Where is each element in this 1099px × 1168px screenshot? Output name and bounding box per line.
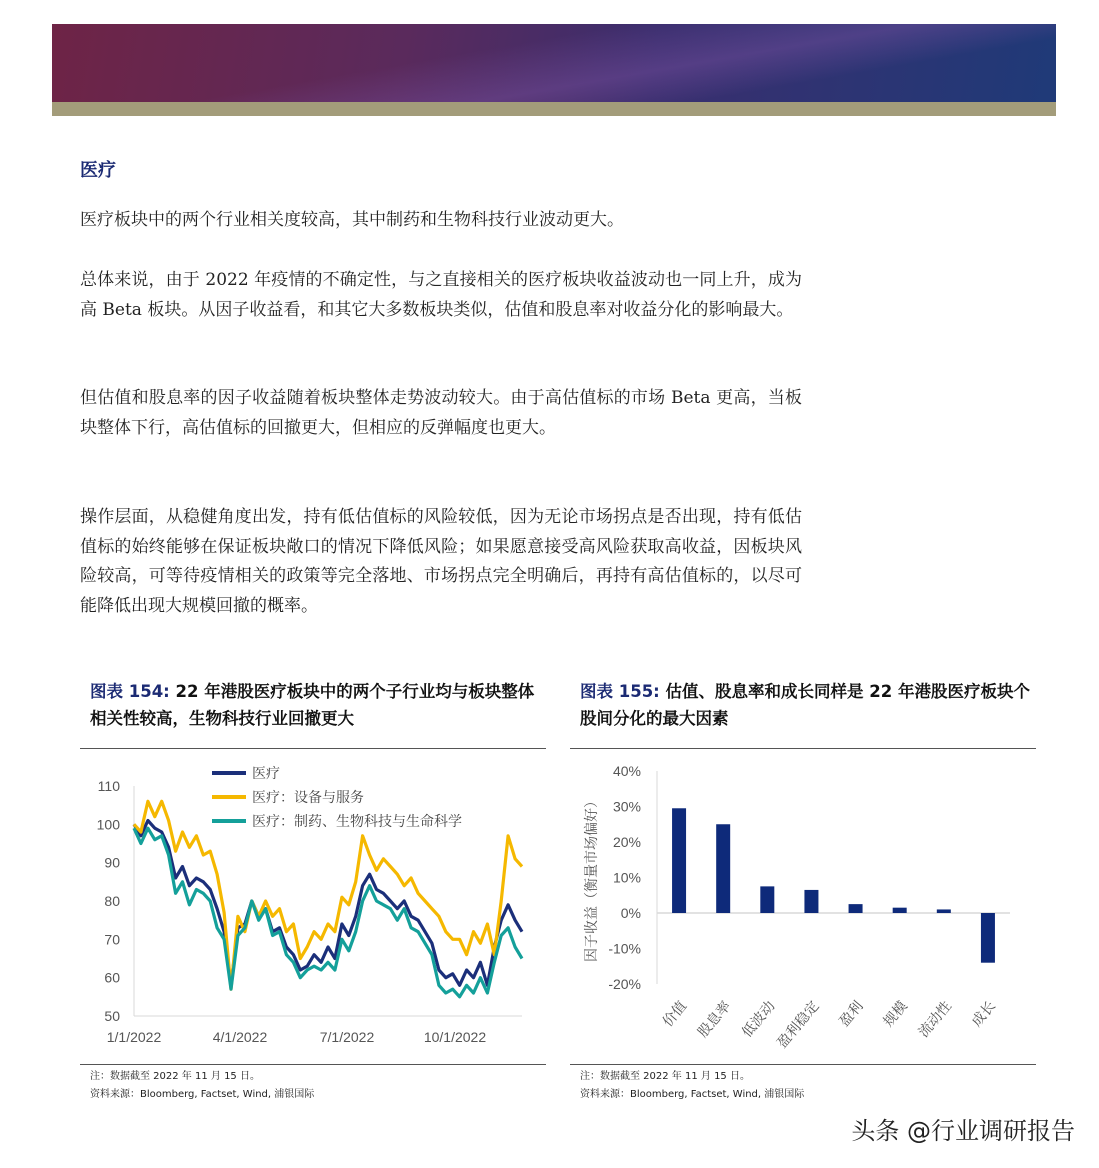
fig154-label: 图表 154: <box>90 682 170 701</box>
bar <box>849 904 863 913</box>
bar <box>981 913 995 963</box>
bar <box>760 886 774 913</box>
bar <box>937 909 951 913</box>
y-tick-label: 90 <box>104 854 120 871</box>
y-tick-label: -20% <box>608 976 641 992</box>
x-tick-label: 流动性 <box>914 997 955 1041</box>
paragraph-4: 操作层面，从稳健角度出发，持有低估值标的风险较低，因为无论市场拐点是否出现，持有低估值标的始终能够在保证板块敞口的情况下降低风险；如果愿意接受高风险获取高收益，因板块风险较高，可等待疫情相关的政策等完全落地、市场拐点完全明确后，再持有高估值标的，以尽可能降低出现大规模回撤的概率。 <box>80 507 802 616</box>
bar-chart <box>570 750 1040 1060</box>
x-tick-label: 10/1/2022 <box>423 1029 487 1045</box>
y-tick-label: 20% <box>612 834 641 850</box>
source: 资料来源：Bloomberg, Factset, Wind, 浦银国际 <box>580 1089 805 1100</box>
source: 资料来源：Bloomberg, Factset, Wind, 浦银国际 <box>90 1089 315 1100</box>
x-tick-label: 7/1/2022 <box>319 1029 375 1045</box>
paragraph-3: 但估值和股息率的因子收益随着板块整体走势波动较大。由于高估值标的市场 Beta 更高，当板块整体下行，高估值标的回撤更大，但相应的反弹幅度也更大。 <box>80 388 802 438</box>
line-chart <box>60 750 550 1060</box>
x-tick-label: 低波动 <box>738 997 778 1041</box>
series-line <box>134 828 522 997</box>
fig154-title: 22 年港股医疗板块中的两个子行业均与板块整体相关性较高，生物科技行业回撤更大 <box>90 682 535 728</box>
bar <box>672 808 686 913</box>
legend-label: 医疗：制药、生物科技与生命科学 <box>252 813 462 829</box>
y-tick-label: 110 <box>97 778 120 794</box>
y-tick-label: 40% <box>612 763 641 779</box>
y-tick-label: 50 <box>104 1008 120 1024</box>
bar <box>893 908 907 913</box>
y-tick-label: 0% <box>620 905 641 921</box>
note: 注：数据截至 2022 年 11 月 15 日。 <box>580 1071 750 1082</box>
divider <box>570 748 1036 749</box>
fig155-caption <box>580 678 1030 732</box>
y-tick-label: 10% <box>612 869 641 886</box>
bar <box>716 824 730 913</box>
y-tick-label: 100 <box>96 816 120 833</box>
x-tick-label: 盈利 <box>835 997 866 1030</box>
section-title: 医疗 <box>80 160 116 181</box>
watermark: 头条 @行业调研报告 <box>851 1117 1075 1145</box>
legend-label: 医疗：设备与服务 <box>252 789 364 805</box>
y-tick-label: 60 <box>104 969 120 986</box>
fig154-note <box>90 1068 314 1104</box>
note: 注：数据截至 2022 年 11 月 15 日。 <box>90 1071 260 1082</box>
fig154-caption <box>90 678 540 732</box>
y-tick-label: 70 <box>104 931 120 948</box>
x-tick-label: 成长 <box>967 997 999 1030</box>
paragraph-2: 总体来说，由于 2022 年疫情的不确定性，与之直接相关的医疗板块收益波动也一同上升，成为高 Beta 板块。从因子收益看，和其它大多数板块类似，估值和股息率对收益分化的影响最大。 <box>80 270 802 320</box>
x-tick-label: 4/1/2022 <box>212 1029 268 1045</box>
y-tick-label: 80 <box>104 893 120 909</box>
fig155-title: 估值、股息率和成长同样是 22 年港股医疗板块个股间分化的最大因素 <box>580 682 1030 728</box>
y-tick-label: -10% <box>608 940 641 957</box>
x-tick-label: 价值 <box>659 997 690 1030</box>
header-banner <box>52 24 1056 102</box>
x-tick-label: 规模 <box>879 997 910 1030</box>
divider <box>80 1064 546 1065</box>
x-tick-label: 1/1/2022 <box>106 1029 162 1045</box>
y-tick-label: 30% <box>612 798 641 815</box>
x-tick-label: 股息率 <box>694 997 734 1041</box>
x-tick-label: 盈利稳定 <box>773 997 822 1051</box>
bar <box>804 890 818 913</box>
header-strip <box>52 102 1056 116</box>
y-axis-label: 因子收益（衡量市场偏好） <box>583 794 599 962</box>
fig155-label: 图表 155: <box>580 682 660 701</box>
legend-label: 医疗 <box>252 765 280 781</box>
fig155-note <box>580 1068 804 1104</box>
paragraph-1: 医疗板块中的两个行业相关度较高，其中制药和生物科技行业波动更大。 <box>80 210 624 230</box>
divider <box>80 748 546 749</box>
divider <box>570 1064 1036 1065</box>
